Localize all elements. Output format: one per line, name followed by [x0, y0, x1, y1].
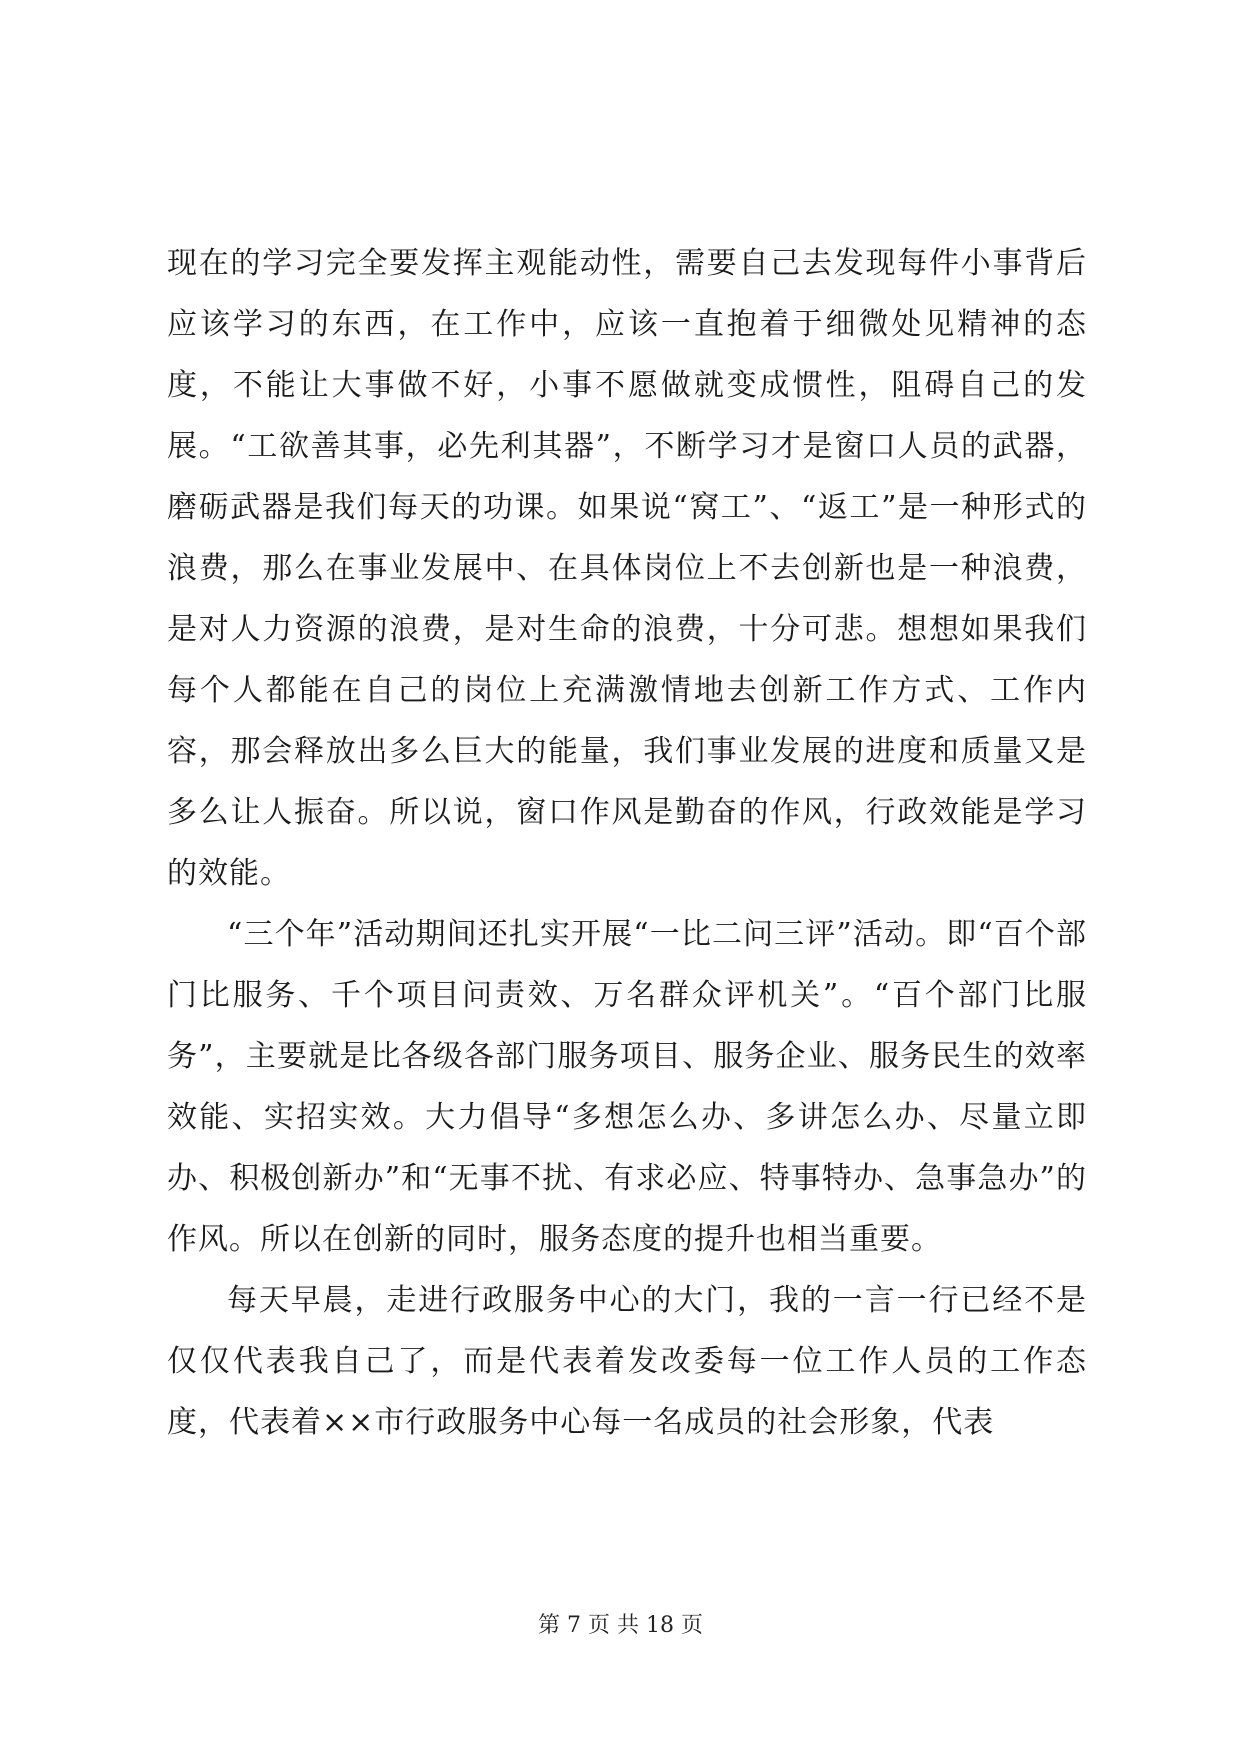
document-body — [167, 233, 1087, 1453]
page-footer: 第 7 页 共 18 页 — [538, 1613, 703, 1638]
body-paragraph: 每天早晨，走进行政服务中心的大门，我的一言一行已经不是仅仅代表我自己了，而是代表着发改委每一位工作人员的工作态度，代表着××市行政服务中心每一名成员的社会形象，代表 — [167, 1283, 1087, 1440]
body-paragraph: 现在的学习完全要发挥主观能动性，需要自己去发现每件小事背后应该学习的东西，在工作中，应该一直抱着于细微处见精神的态度，不能让大事做不好，小事不愿做就变成惯性，阻碍自己的发展。“工欲善其事，必先利其器”，不断学习才是窗口人员的武器，磨砺武器是我们每天的功课。如果说“窝工”、“返工”是一种形式的浪费，那么在事业发展中、在具体岗位上不去创新也是一种浪费，是对人力资源的浪费，是对生命的浪费，十分可悲。想想如果我们每个人都能在自己的岗位上充满激情地去创新工作方式、工作内容，那会释放出多么巨大的能量，我们事业发展的进度和质量又是多么让人振奋。所以说，窗口作风是勤奋的作风，行政效能是学习的效能。 — [167, 246, 1087, 891]
body-paragraph: “三个年”活动期间还扎实开展“一比二问三评”活动。即“百个部门比服务、千个项目问责效、万名群众评机关”。“百个部门比服务”，主要就是比各级各部门服务项目、服务企业、服务民生的效率效能、实招实效。大力倡导“多想怎么办、多讲怎么办、尽量立即办、积极创新办”和“无事不扰、有求必应、特事特办、急事急办”的作风。所以在创新的同时，服务态度的提升也相当重要。 — [167, 917, 1087, 1257]
